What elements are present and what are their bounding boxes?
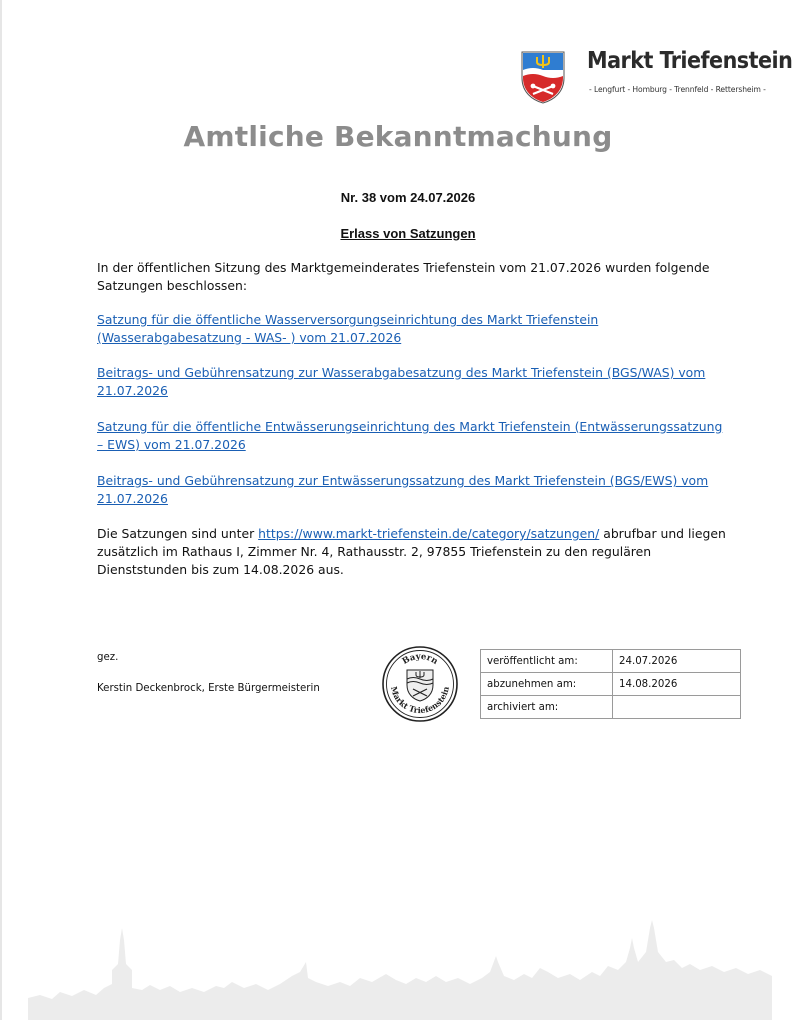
seal-top-text: Bayern xyxy=(400,651,440,667)
svg-text:Bayern xyxy=(401,652,440,667)
satzungen-url-link[interactable]: https://www.markt-triefenstein.de/category/satzungen/ xyxy=(258,526,600,541)
coat-of-arms-icon xyxy=(520,50,566,104)
row-value: 24.07.2026 xyxy=(613,650,741,673)
signer-name: Kerstin Deckenbrock, Erste Bürgermeisterin xyxy=(97,683,320,694)
brand-subtitle: - Lengfurt - Homburg - Trennfeld - Rettersheim - xyxy=(589,85,766,94)
intro-paragraph: In der öffentlichen Sitzung des Marktgemeinderates Triefenstein vom 21.07.2026 wurden folgende Satzungen beschlossen: xyxy=(97,260,710,293)
row-value: 14.08.2026 xyxy=(613,673,741,696)
closing-text-after: abrufbar und liegen zusätzlich im Rathaus I, Zimmer Nr. 4, Rathausstr. 2, 97855 Triefenstein zu den regulären Dienststunden bis zum 14.08.2026 aus. xyxy=(97,526,726,577)
table-row xyxy=(481,696,741,719)
statute-link-bgs-ews[interactable]: Beitrags- und Gebührensatzung zur Entwässerungssatzung des Markt Triefenstein (BGS/EWS) vom 21.07.2026 xyxy=(97,473,709,506)
row-label: veröffentlicht am: xyxy=(481,650,613,673)
closing-paragraph xyxy=(97,525,727,579)
row-label: abzunehmen am: xyxy=(481,673,613,696)
seal-bottom-text: Markt Triefenstein xyxy=(388,685,451,716)
page-title: Amtliche Bekanntmachung xyxy=(183,120,613,153)
official-seal-icon xyxy=(381,645,459,723)
row-label: archiviert am: xyxy=(481,696,613,719)
table-row xyxy=(481,650,741,673)
signature-gez: gez. xyxy=(97,652,119,663)
town-skyline-graphic xyxy=(0,900,796,1020)
notice-number: Nr. 38 vom 24.07.2026 xyxy=(340,190,476,205)
page-edge xyxy=(0,0,2,1020)
row-value xyxy=(613,696,741,719)
statute-link-ews[interactable]: Satzung für die öffentliche Entwässerungseinrichtung des Markt Triefenstein (Entwässerungssatzung – EWS) vom 21.07.2026 xyxy=(97,419,723,452)
table-row xyxy=(481,673,741,696)
statute-link-bgs-was[interactable]: Beitrags- und Gebührensatzung zur Wasserabgabesatzung des Markt Triefenstein (BGS/WAS) vom 21.07.2026 xyxy=(97,365,706,398)
brand-name: Markt Triefenstein xyxy=(587,48,793,74)
publication-dates-table xyxy=(480,649,741,719)
closing-text-before: Die Satzungen sind unter xyxy=(97,526,259,541)
statute-link-was[interactable]: Satzung für die öffentliche Wasserversorgungseinrichtung des Markt Triefenstein (Wasserabgabesatzung - WAS- ) vom 21.07.2026 xyxy=(97,312,599,345)
notice-subject: Erlass von Satzungen xyxy=(340,226,476,241)
